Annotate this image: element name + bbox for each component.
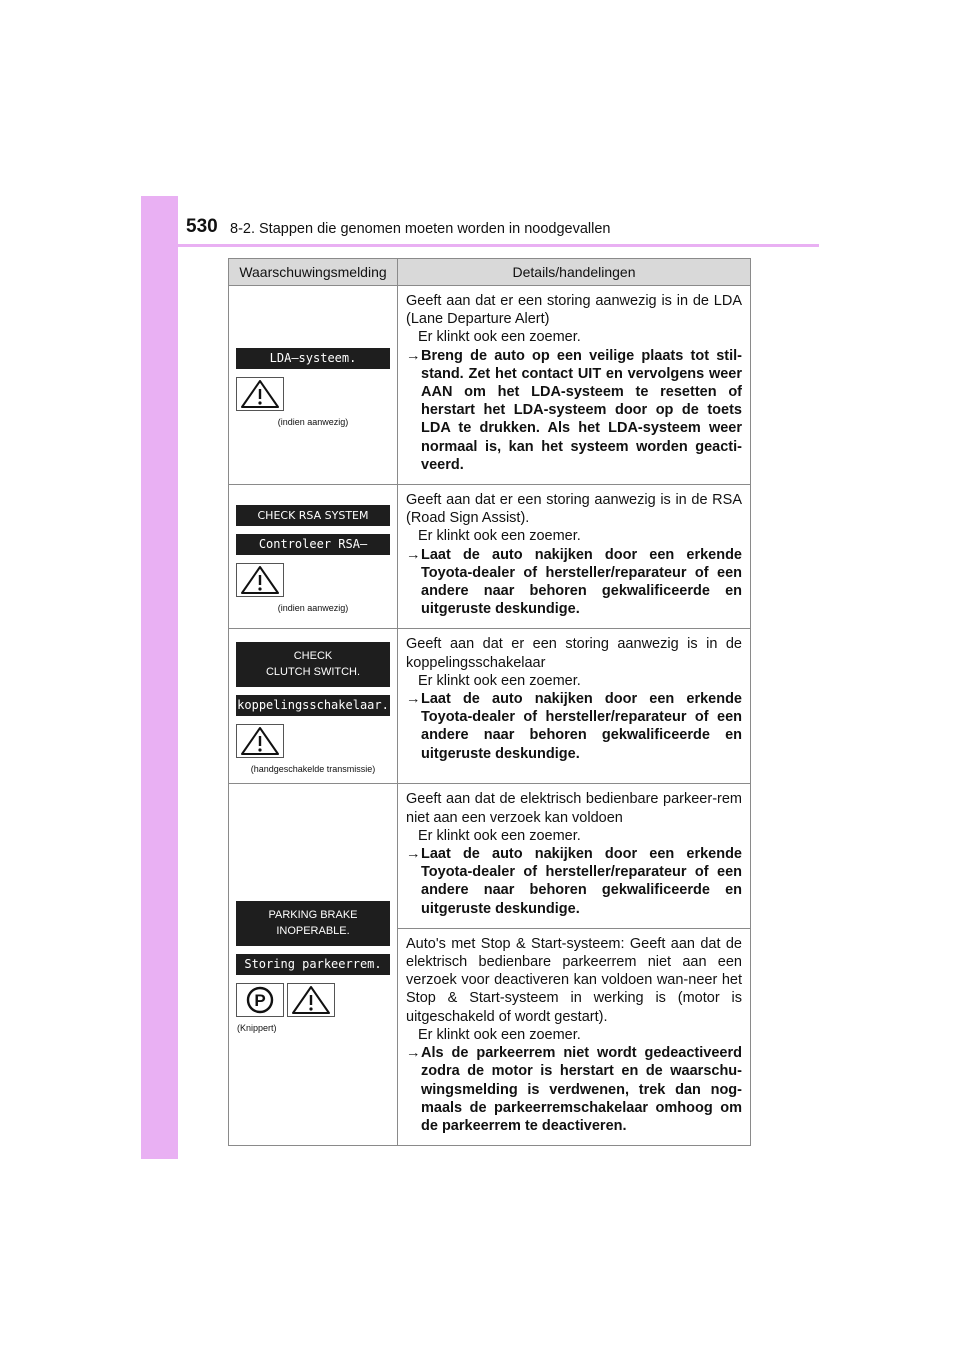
details-cell: [398, 629, 751, 784]
buzzer-note: Er klinkt ook een zoemer.: [418, 827, 581, 844]
description-text: Geeft aan dat de elektrisch bedienbare parkeer-rem niet aan een verzoek kan voldoen: [406, 791, 742, 826]
warning-display-cell: [229, 286, 398, 485]
buzzer-note: Er klinkt ook een zoemer.: [418, 329, 581, 346]
lda-message-display: LDA–systeem.: [236, 348, 390, 369]
rsa-message-display-nl: Controleer RSA–systeem.: [236, 534, 390, 555]
warning-triangle-icon: [236, 724, 284, 758]
table-row: [229, 485, 751, 629]
column-header-warning: Waarschuwingsmelding: [229, 259, 398, 286]
clutch-message-display-nl: koppelingsschakelaar.: [236, 695, 390, 716]
parking-brake-message-line-1: PARKING BRAKE: [268, 908, 358, 921]
warning-display-cell: [229, 784, 398, 1146]
chapter-sidebar-tab: [141, 196, 178, 1159]
details-cell: [398, 485, 751, 629]
parking-brake-message-display-nl: Storing parkeerrem.: [236, 954, 390, 975]
buzzer-note: Er klinkt ook een zoemer.: [418, 1026, 581, 1043]
arrow-icon: →: [406, 1045, 421, 1062]
rsa-message-display-en: CHECK RSA SYSTEM: [236, 505, 390, 526]
parking-brake-message-line-2: INOPERABLE.: [276, 924, 350, 937]
action-text: Als de parkeerrem niet wordt gedeactiveerd zodra de motor is herstart en de waarschu-wingsmelding is verdwenen, trek dan nog-maals de parkeerremschakelaar omhoog om de parkeerrem te deactiveren.: [421, 1045, 742, 1134]
description-text: Auto's met Stop & Start-systeem: Geeft aan dat de elektrisch bedienbare parkeerrem niet aan een verzoek voor deactiveren kan voldoen wan-neer het Stop & Start-systeem in werking is (motor is uitgeschakeld of wordt gestart).: [406, 935, 742, 1025]
svg-text:P: P: [254, 990, 266, 1010]
clutch-message-line-1: CHECK: [293, 650, 333, 663]
buzzer-note: Er klinkt ook een zoemer.: [418, 528, 581, 545]
table-row: [229, 629, 751, 784]
warning-triangle-icon: [236, 563, 284, 597]
description-text: Geeft aan dat er een storing aanwezig is in de RSA (Road Sign Assist).: [406, 492, 742, 527]
clutch-message-line-2: CLUTCH SWITCH.: [265, 666, 361, 679]
arrow-icon: →: [406, 546, 421, 563]
description-text: Geeft aan dat er een storing aanwezig is in de LDA (Lane Departure Alert): [406, 293, 742, 328]
arrow-icon: →: [406, 846, 421, 863]
table-header-row: [229, 259, 751, 286]
details-cell: [398, 286, 751, 485]
availability-caption: (indien aanwezig): [277, 416, 349, 427]
description-text: Geeft aan dat er een storing aanwezig is in de koppelingsschakelaar: [406, 636, 742, 671]
transmission-caption: (handgeschakelde transmissie): [250, 764, 376, 775]
arrow-icon: →: [406, 347, 421, 364]
details-cell: [398, 928, 751, 1145]
parking-brake-message-display-en: [236, 901, 390, 946]
column-header-details: Details/handelingen: [398, 259, 751, 286]
page-number: 530: [186, 216, 218, 237]
warning-display-cell: [229, 629, 398, 784]
action-text: Breng de auto op een veilige plaats tot stil-stand. Zet het contact UIT en vervolgens weer AAN om het LDA-systeem te resetten of herstart het LDA-systeem door op de toets LDA te drukken. Als het LDA-systeem weer normaal is, kan het systeem worden geacti-veerd.: [421, 347, 742, 473]
details-cell: [398, 784, 751, 928]
buzzer-note: Er klinkt ook een zoemer.: [418, 672, 581, 689]
table-row: [229, 784, 751, 928]
blinking-caption: (Knippert): [237, 1022, 277, 1033]
parking-brake-p-icon: [236, 983, 284, 1017]
availability-caption: (indien aanwezig): [277, 602, 349, 613]
warning-display-cell: [229, 485, 398, 629]
chapter-title: 8-2. Stappen die genomen moeten worden in noodgevallen: [230, 221, 611, 237]
warning-table: [228, 258, 751, 1146]
warning-triangle-icon: [287, 983, 335, 1017]
header-divider: [141, 244, 819, 247]
action-text: Laat de auto nakijken door een erkende Toyota-dealer of hersteller/reparateur of een andere naar behoren gekwalificeerde en uitgeruste deskundige.: [421, 846, 742, 917]
action-text: Laat de auto nakijken door een erkende Toyota-dealer of hersteller/reparateur of een andere naar behoren gekwalificeerde en uitgeruste deskundige.: [421, 546, 742, 618]
clutch-message-display-en: [236, 642, 390, 687]
arrow-icon: →: [406, 691, 421, 708]
table-row: [229, 286, 751, 485]
action-text: Laat de auto nakijken door een erkende Toyota-dealer of hersteller/reparateur of een andere naar behoren gekwalificeerde en uitgeruste deskundige.: [421, 691, 742, 762]
warning-triangle-icon: [236, 377, 284, 411]
